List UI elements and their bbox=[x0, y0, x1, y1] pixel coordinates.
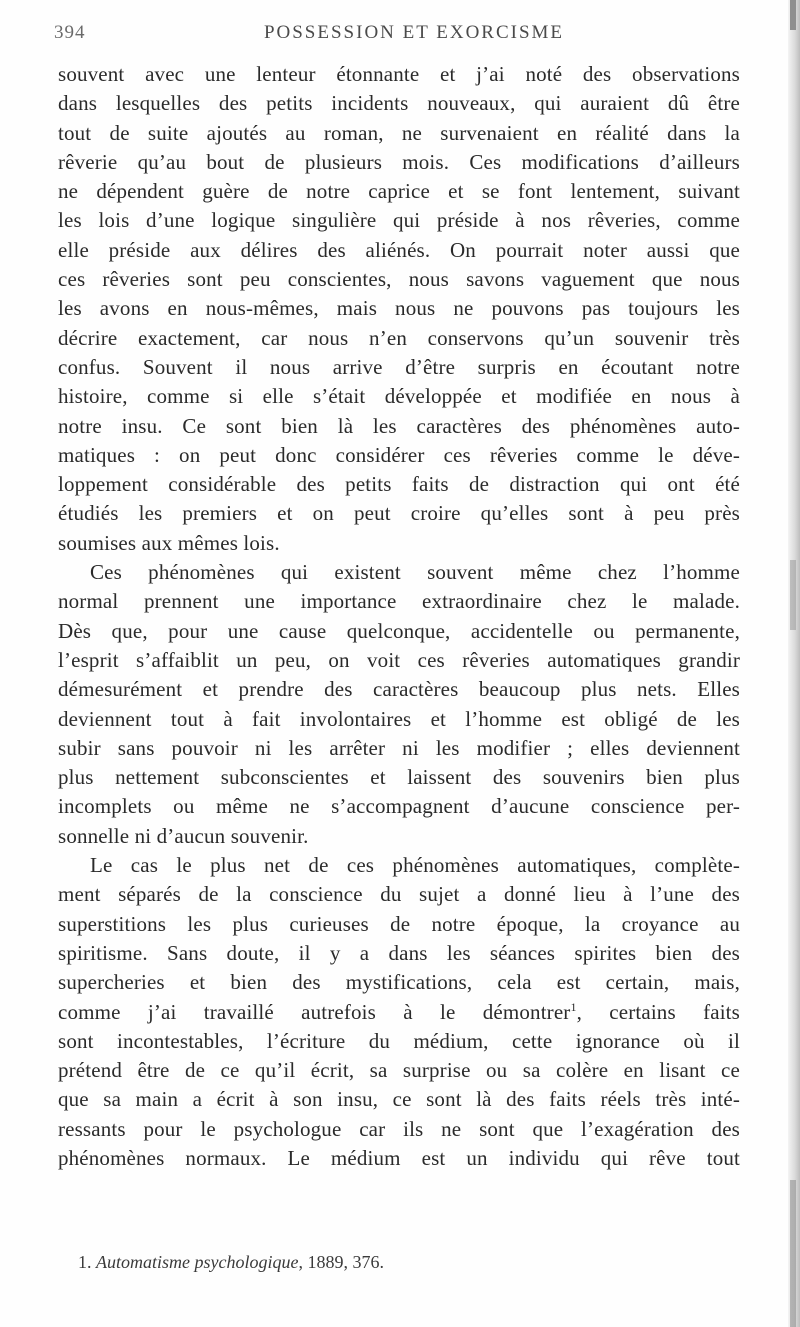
text-line: étudiés les premiers et on peut croire qu’elles sont à peu près bbox=[58, 501, 740, 526]
text-line: rêverie qu’au bout de plusieurs mois. Ces modifications d’ailleurs bbox=[58, 149, 740, 174]
text-line: Dès que, pour une cause quelconque, accidentelle ou permanente, bbox=[58, 618, 740, 643]
text-line-part: , certains faits bbox=[576, 999, 740, 1024]
footnote-number: 1. bbox=[78, 1252, 92, 1272]
text-line: ment séparés de la conscience du sujet a donné lieu à l’une des bbox=[58, 882, 740, 907]
footnote-rest: , 1889, 376. bbox=[298, 1252, 384, 1272]
text-line: les avons en nous-mêmes, mais nous ne pouvons pas toujours les bbox=[58, 296, 740, 321]
text-line: spiritisme. Sans doute, il y a dans les séances spirites bien des bbox=[58, 940, 740, 965]
text-line: subir sans pouvoir ni les arrêter ni les modifier ; elles deviennent bbox=[58, 735, 740, 760]
text-line: souvent avec une lenteur étonnante et j’ai noté des observations bbox=[58, 62, 740, 86]
text-line: ne dépendent guère de notre caprice et se font lentement, suivant bbox=[58, 179, 740, 204]
text-line: phénomènes normaux. Le médium est un individu qui rêve tout bbox=[58, 1145, 740, 1170]
text-line: notre insu. Ce sont bien là les caractères des phénomènes auto- bbox=[58, 413, 740, 438]
text-line: Ces phénomènes qui existent souvent même chez l’homme bbox=[90, 560, 740, 585]
text-line: confus. Souvent il nous arrive d’être surpris en écoutant notre bbox=[58, 354, 740, 379]
text-line: normal prennent une importance extraordinaire chez le malade. bbox=[58, 589, 740, 614]
page-header bbox=[54, 22, 744, 52]
page-edge-mark bbox=[790, 1180, 796, 1327]
text-line-part: comme j’ai travaillé autrefois à le démontrer bbox=[58, 999, 571, 1024]
page-edge-mark bbox=[790, 0, 796, 30]
text-line: supercheries et bien des mystifications, cela est certain, mais, bbox=[58, 970, 740, 995]
text-line: dans lesquelles des petits incidents nouveaux, qui auraient dû être bbox=[58, 91, 740, 116]
text-line: ressants pour le psychologue car ils ne sont que l’exagération des bbox=[58, 1116, 740, 1141]
text-line: prétend être de ce qu’il écrit, sa surprise ou sa colère en lisant ce bbox=[58, 1058, 740, 1083]
text-line: sont incontestables, l’écriture du médium, cette ignorance où il bbox=[58, 1028, 740, 1053]
running-head: POSSESSION ET EXORCISME bbox=[263, 22, 565, 43]
footnote bbox=[78, 1252, 384, 1273]
text-line: tout de suite ajoutés au roman, ne survenaient en réalité dans la bbox=[58, 120, 740, 145]
body-text bbox=[58, 60, 740, 1173]
text-line: l’esprit s’affaiblit un peu, on voit ces rêveries automatiques grandir bbox=[58, 647, 740, 672]
text-line: décrire exactement, car nous n’en conservons qu’un souvenir très bbox=[58, 325, 740, 350]
text-line: elle préside aux délires des aliénés. On pourrait noter aussi que bbox=[58, 237, 740, 262]
text-line: plus nettement subconscientes et laissent des souvenirs bien plus bbox=[58, 765, 740, 790]
page-edge-mark bbox=[790, 560, 796, 630]
text-line: matiques : on peut donc considérer ces rêveries comme le déve- bbox=[58, 442, 740, 467]
text-line: deviennent tout à fait involontaires et l’homme est obligé de les bbox=[58, 706, 740, 731]
footnote-ref[interactable]: 1 bbox=[570, 999, 577, 1014]
page-number: 394 bbox=[54, 22, 86, 43]
text-line: soumises aux mêmes lois. bbox=[58, 530, 280, 555]
page-edge-shadow bbox=[788, 0, 800, 1327]
text-line: ces rêveries sont peu conscientes, nous savons vaguement que nous bbox=[58, 267, 740, 292]
text-line: les lois d’une logique singulière qui préside à nos rêveries, comme bbox=[58, 208, 740, 233]
text-line: histoire, comme si elle s’était développée et modifiée en nous à bbox=[58, 384, 740, 409]
text-line: sonnelle ni d’aucun souvenir. bbox=[58, 823, 309, 848]
text-line: que sa main a écrit à son insu, ce sont là des faits réels très inté- bbox=[58, 1087, 740, 1112]
text-line: loppement considérable des petits faits de distraction qui ont été bbox=[58, 472, 740, 497]
footnote-title: Automatisme psychologique bbox=[96, 1252, 299, 1272]
text-line-with-footnote-ref bbox=[58, 998, 740, 1027]
text-line: démesurément et prendre des caractères beaucoup plus nets. Elles bbox=[58, 677, 740, 702]
text-line: superstitions les plus curieuses de notre époque, la croyance au bbox=[58, 911, 740, 936]
text-line: Le cas le plus net de ces phénomènes automatiques, complète- bbox=[90, 853, 740, 878]
text-line: incomplets ou même ne s’accompagnent d’aucune conscience per- bbox=[58, 794, 740, 819]
